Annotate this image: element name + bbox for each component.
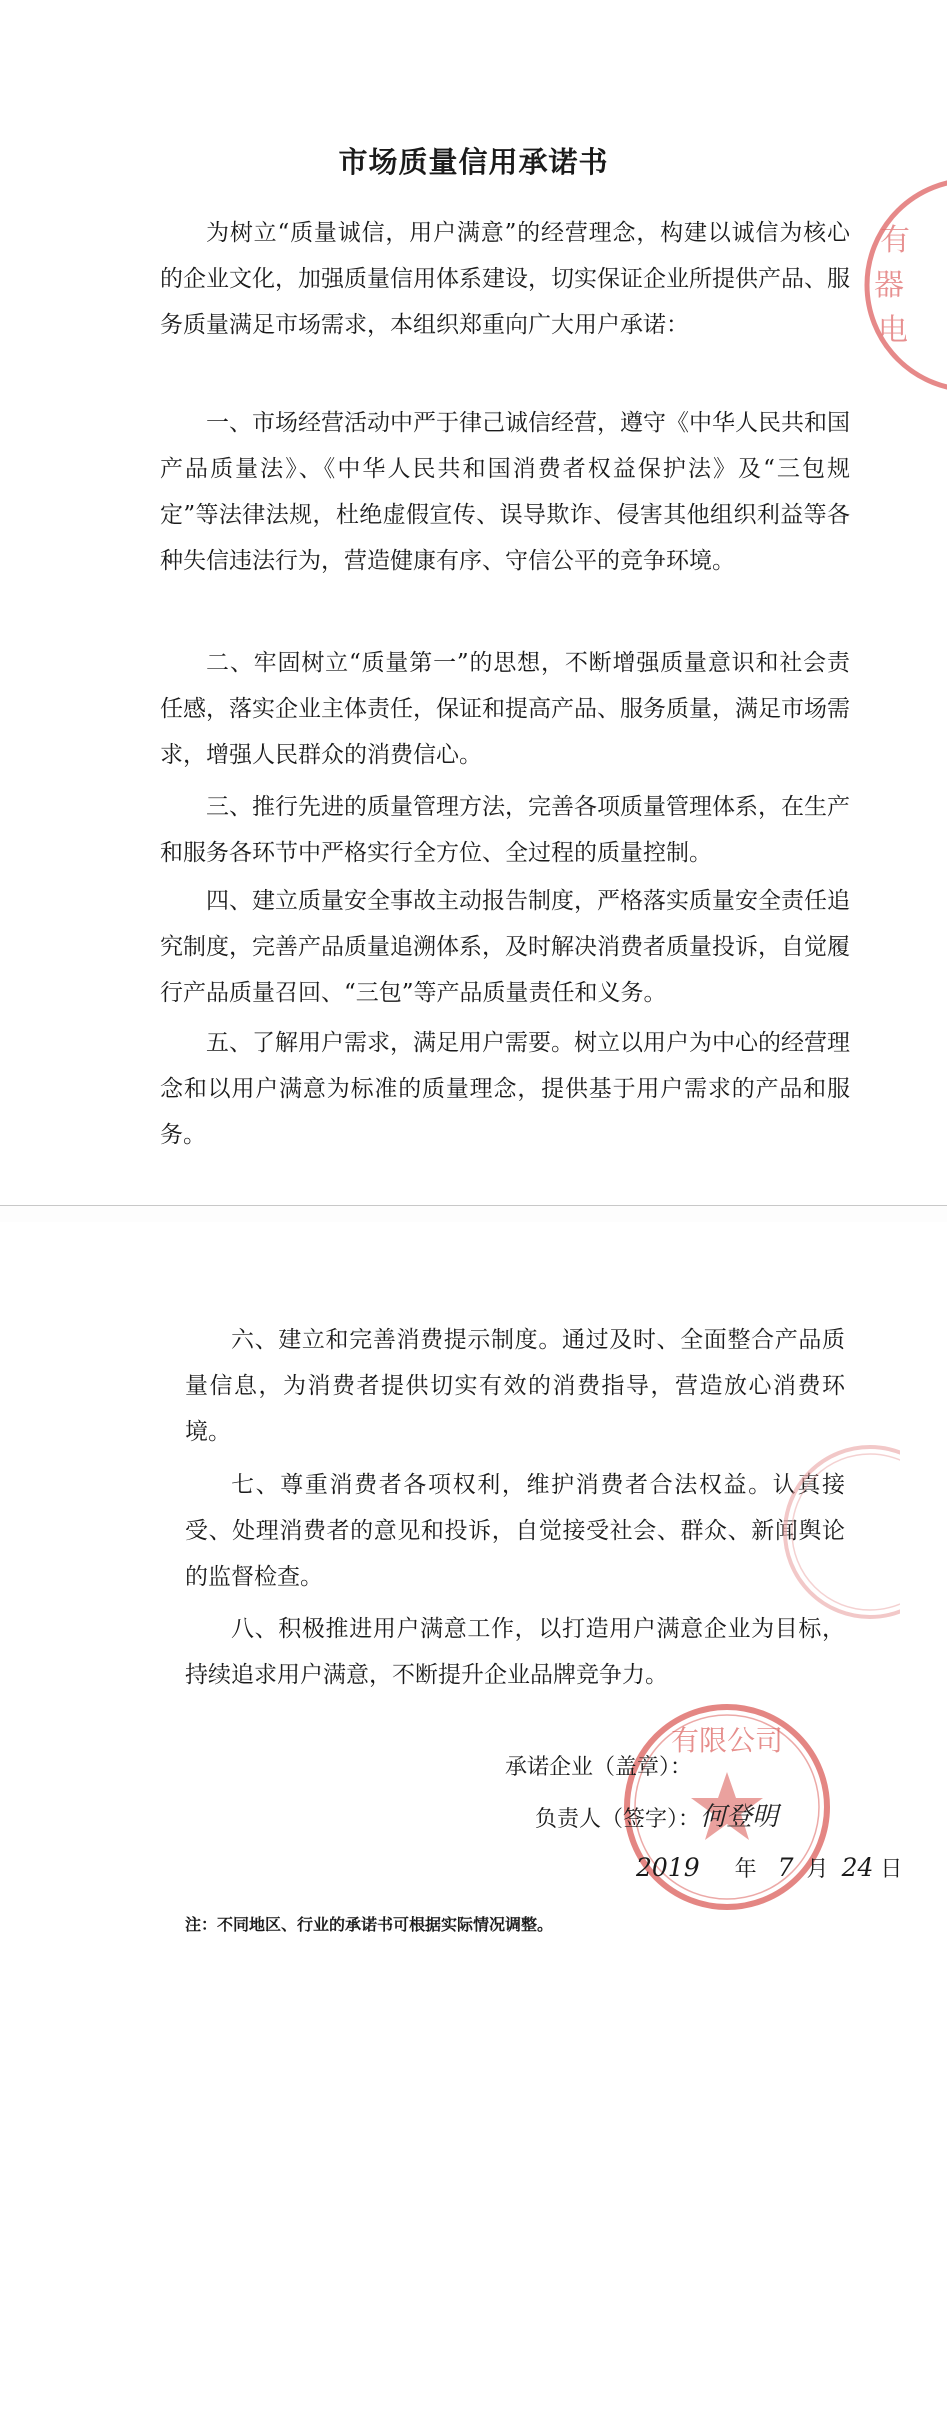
company-seal-partial [862, 170, 947, 400]
paragraph-item-4: 四、建立质量安全事故主动报告制度，严格落实质量安全责任追究制度，完善产品质量追溯体系，及时解决消费者质量投诉，自觉履行产品质量召回、“三包”等产品质量责任和义务。 [160, 888, 850, 1006]
paragraph-intro: 为树立“质量诚信，用户满意”的经营理念，构建以诚信为核心的企业文化，加强质量信用体系建设，切实保证企业所提供产品、服务质量满足市场需求，本组织郑重向广大用户承诺： [160, 220, 850, 338]
handwritten-signature: 何登明 [700, 1802, 779, 1832]
paragraph-item-6: 六、建立和完善消费提示制度。通过及时、全面整合产品质量信息，为消费者提供切实有效的消费指导，营造放心消费环境。 [185, 1327, 845, 1445]
date-year: 2019 [636, 1853, 700, 1882]
date-year-label: 年 [734, 1857, 757, 1882]
paragraph-item-7: 七、尊重消费者各项权利，维护消费者合法权益。认真接受、处理消费者的意见和投诉，自觉接受社会、群众、新闻舆论的监督检查。 [185, 1472, 845, 1590]
paragraph-item-1: 一、市场经营活动中严于律己诚信经营，遵守《中华人民共和国产品质量法》、《中华人民共和国消费者权益保护法》及“三包规定”等法律法规，杜绝虚假宣传、误导欺诈、侵害其他组织利益等各种失信违法行为，营造健康有序、守信公平的竞争环境。 [160, 410, 850, 574]
company-seal-faint [770, 1432, 900, 1632]
date-month-label: 月 [806, 1857, 829, 1882]
footnote: 注：不同地区、行业的承诺书可根据实际情况调整。 [185, 1915, 554, 1934]
sign-date [636, 1852, 902, 1883]
seal-partial-char-2: 器 [874, 268, 904, 303]
seal-partial-char-3: 电 [878, 313, 908, 348]
document-page-2 [0, 1222, 947, 2426]
date-month: 7 [777, 1853, 794, 1882]
document-title: 市场质量信用承诺书 [338, 145, 609, 179]
date-day: 24 [841, 1853, 874, 1882]
paragraph-item-5: 五、了解用户需求，满足用户需要。树立以用户为中心的经营理念和以用户满意为标准的质量理念，提供基于用户需求的产品和服务。 [160, 1030, 850, 1148]
seal-text: 有限公司 [670, 1724, 784, 1757]
person-signature-label: 负责人（签字）： [535, 1807, 701, 1832]
company-seal-label: 承诺企业（盖章）： [505, 1755, 693, 1780]
date-day-label: 日 [880, 1857, 903, 1882]
paragraph-item-3: 三、推行先进的质量管理方法，完善各项质量管理体系，在生产和服务各环节中严格实行全方位、全过程的质量控制。 [160, 794, 850, 866]
paragraph-item-8: 八、积极推进用户满意工作，以打造用户满意企业为目标，持续追求用户满意，不断提升企业品牌竞争力。 [185, 1616, 845, 1688]
seal-partial-char-1: 有 [880, 223, 910, 258]
document-page-1 [0, 0, 947, 1210]
paragraph-item-2: 二、牢固树立“质量第一”的思想，不断增强质量意识和社会责任感，落实企业主体责任，保证和提高产品、服务质量，满足市场需求，增强人民群众的消费信心。 [160, 650, 850, 768]
